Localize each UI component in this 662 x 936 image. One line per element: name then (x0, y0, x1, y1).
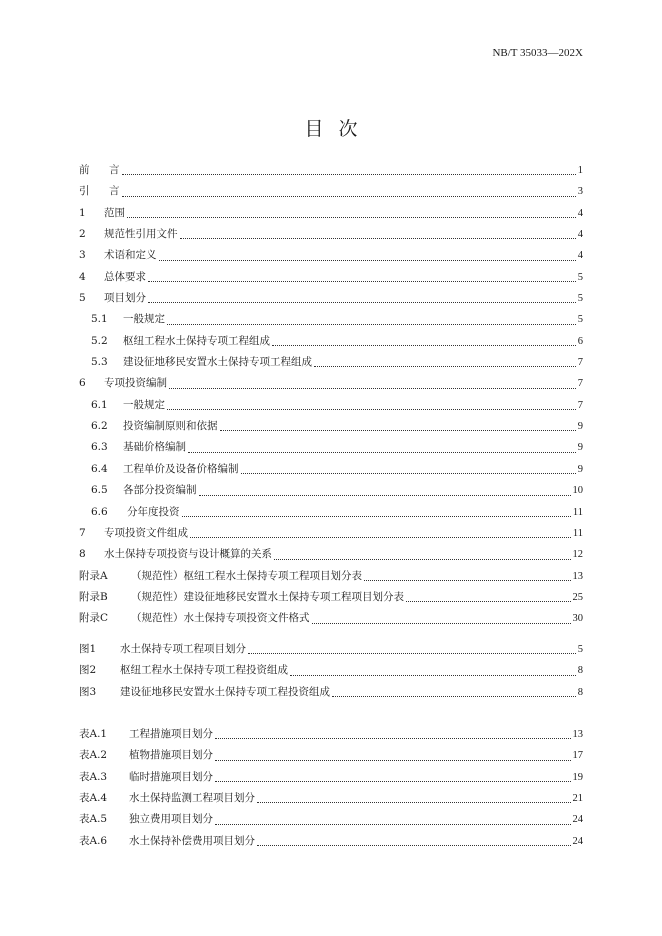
dot-leader (188, 451, 576, 453)
toc-entry[interactable] (79, 566, 583, 587)
entry-number: 前 (79, 164, 90, 176)
toc-entry[interactable] (79, 245, 583, 266)
dot-leader (332, 695, 576, 697)
dot-leader (215, 780, 571, 782)
entry-number: 附录B (79, 590, 108, 603)
dot-leader (257, 801, 571, 803)
toc-sections (79, 160, 583, 630)
entry-page-number: 30 (572, 613, 583, 625)
entry-title: 水土保持监测工程项目划分 (129, 792, 255, 805)
entry-page-number: 8 (577, 665, 583, 677)
entry-number: 5.2 (91, 334, 108, 347)
entry-page-number: 8 (577, 686, 583, 698)
entry-page-number: 7 (577, 378, 583, 390)
entry-number: 5.3 (91, 356, 108, 369)
table-entry[interactable] (79, 724, 583, 745)
entry-title: （规范性）枢纽工程水土保持专项工程项目划分表 (131, 569, 362, 582)
entry-number: 6.5 (91, 484, 108, 497)
entry-page-number: 4 (577, 229, 583, 241)
entry-number: 图2 (79, 664, 97, 677)
entry-number: 表A.1 (79, 728, 108, 740)
toc-entry[interactable] (79, 203, 583, 224)
dot-leader (122, 195, 576, 197)
dot-leader (169, 387, 576, 389)
dot-leader (167, 408, 576, 410)
entry-number: 6.3 (91, 441, 108, 454)
toc-entry[interactable] (79, 608, 583, 629)
entry-page-number: 6 (577, 335, 583, 347)
toc-entry[interactable] (79, 459, 583, 480)
entry-number: 表A.6 (79, 834, 108, 847)
entry-title: 水土保持专项投资与设计概算的关系 (104, 548, 272, 561)
entry-number: 表A.5 (79, 813, 108, 826)
entry-number: 8 (79, 548, 86, 561)
entry-number: 6.4 (91, 462, 108, 475)
entry-page-number: 21 (572, 793, 583, 805)
entry-title: 水土保持补偿费用项目划分 (129, 834, 255, 847)
entry-title: 基础价格编制 (123, 441, 186, 454)
entry-page-number: 11 (572, 506, 583, 518)
toc-entry[interactable] (79, 544, 583, 565)
dot-leader (312, 622, 571, 624)
dot-leader (180, 237, 576, 239)
entry-page-number: 12 (572, 549, 583, 561)
dot-leader (364, 579, 571, 581)
entry-title: （规范性）建设征地移民安置水土保持专项工程项目划分表 (131, 590, 404, 603)
dot-leader (314, 365, 576, 367)
table-entry[interactable] (79, 831, 583, 852)
dot-leader (148, 301, 576, 303)
entry-page-number: 1 (577, 165, 583, 176)
entry-number: 2 (79, 228, 86, 241)
entry-page-number: 3 (577, 186, 583, 198)
dot-leader (241, 472, 576, 474)
dot-leader (148, 280, 576, 282)
dot-leader (159, 259, 576, 261)
toc-entry[interactable] (79, 437, 583, 458)
entry-number: 6.6 (91, 505, 108, 518)
entry-title: 临时措施项目划分 (129, 770, 213, 783)
entry-page-number: 17 (572, 750, 583, 762)
toc-entry[interactable] (79, 352, 583, 373)
entry-page-number: 4 (577, 250, 583, 262)
entry-title: 专项投资编制 (104, 377, 167, 390)
entry-page-number: 24 (572, 814, 583, 826)
entry-page-number: 5 (577, 293, 583, 305)
entry-number: 表A.4 (79, 792, 108, 805)
dot-leader (215, 759, 571, 761)
entry-number: 附录A (79, 569, 108, 582)
entry-page-number: 5 (577, 314, 583, 326)
entry-number: 6 (79, 377, 86, 390)
entry-number: 引 (79, 185, 90, 198)
table-entry[interactable] (79, 745, 583, 766)
entry-page-number: 4 (577, 207, 583, 219)
entry-title: 一般规定 (123, 313, 165, 326)
page-title: 目次 (304, 118, 373, 140)
entry-page-number: 24 (572, 835, 583, 847)
entry-title: 项目划分 (104, 292, 146, 305)
toc-entry[interactable] (79, 224, 583, 245)
figure-entry[interactable] (79, 639, 583, 660)
table-entry[interactable] (79, 788, 583, 809)
entry-number: 4 (79, 270, 86, 283)
toc-entry[interactable] (79, 160, 583, 181)
dot-leader (290, 674, 576, 676)
entry-title: 范围 (104, 206, 125, 219)
entry-page-number: 11 (572, 527, 583, 539)
dot-leader (257, 844, 571, 846)
toc-entry[interactable] (79, 267, 583, 288)
entry-number: 1 (79, 206, 86, 219)
entry-title: 言 (109, 164, 120, 176)
entry-number: 3 (79, 249, 86, 262)
entry-number: 表A.2 (79, 749, 108, 762)
figure-entry[interactable] (79, 660, 583, 681)
entry-title: 工程措施项目划分 (129, 728, 213, 740)
entry-title: 植物措施项目划分 (129, 749, 213, 762)
toc-entry[interactable] (79, 331, 583, 352)
entry-number: 5 (79, 292, 86, 305)
entry-page-number: 7 (577, 357, 583, 369)
toc-entry[interactable] (79, 373, 583, 394)
dot-leader (199, 494, 571, 496)
entry-title: 建设征地移民安置水土保持专项工程组成 (123, 356, 312, 369)
entry-number: 5.1 (91, 313, 108, 326)
entry-title: 枢纽工程水土保持专项工程投资组成 (120, 664, 288, 677)
entry-page-number: 9 (577, 442, 583, 454)
dot-leader (406, 600, 571, 602)
entry-title: 术语和定义 (104, 249, 157, 262)
toc-entry[interactable] (79, 502, 583, 523)
entry-title: 工程单价及设备价格编制 (123, 462, 239, 475)
dot-leader (220, 429, 576, 431)
entry-title: 各部分投资编制 (123, 484, 197, 497)
toc-entry[interactable] (79, 181, 583, 202)
entry-title: 总体要求 (104, 270, 146, 283)
toc-entry[interactable] (79, 416, 583, 437)
entry-title: 专项投资文件组成 (104, 526, 188, 539)
table-entry[interactable] (79, 767, 583, 788)
entry-page-number: 9 (577, 463, 583, 475)
dot-leader (248, 652, 576, 654)
entry-number: 图1 (79, 643, 97, 655)
dot-leader (215, 737, 571, 739)
entry-page-number: 9 (577, 421, 583, 433)
entry-page-number: 25 (572, 591, 583, 603)
entry-number: 表A.3 (79, 770, 108, 783)
toc-entry[interactable] (79, 587, 583, 608)
toc-entry[interactable] (79, 309, 583, 330)
entry-page-number: 13 (572, 570, 583, 582)
entry-title: 规范性引用文件 (104, 228, 178, 241)
entry-title: 枢纽工程水土保持专项工程组成 (123, 334, 270, 347)
entry-page-number: 5 (577, 644, 583, 655)
dot-leader (127, 216, 576, 218)
toc-entry[interactable] (79, 288, 583, 309)
entry-page-number: 19 (572, 771, 583, 783)
entry-page-number: 5 (577, 271, 583, 283)
dot-leader (182, 515, 571, 517)
toc-entry[interactable] (79, 395, 583, 416)
entry-title: 分年度投资 (127, 505, 180, 518)
table-entry[interactable] (79, 809, 583, 830)
toc-entry[interactable] (79, 523, 583, 544)
entry-page-number: 10 (572, 485, 583, 497)
entry-number: 6.1 (91, 398, 108, 411)
entry-title: 言 (109, 185, 120, 198)
document-code: NB/T 35033—202X (492, 47, 583, 59)
entry-title: 建设征地移民安置水土保持专项工程投资组成 (120, 685, 330, 698)
figure-entry[interactable] (79, 682, 583, 703)
entry-number: 6.2 (91, 420, 108, 433)
entry-title: 水土保持专项工程项目划分 (120, 643, 246, 655)
entry-page-number: 13 (572, 729, 583, 740)
dot-leader (215, 823, 571, 825)
entry-page-number: 7 (577, 399, 583, 411)
toc-tables (79, 724, 583, 852)
toc-figures (79, 639, 583, 703)
dot-leader (167, 323, 576, 325)
entry-title: 一般规定 (123, 398, 165, 411)
dot-leader (272, 344, 576, 346)
entry-title: 独立费用项目划分 (129, 813, 213, 826)
dot-leader (274, 558, 571, 560)
entry-title: （规范性）水土保持专项投资文件格式 (131, 612, 310, 625)
dot-leader (122, 173, 576, 175)
toc-entry[interactable] (79, 480, 583, 501)
dot-leader (190, 536, 571, 538)
entry-number: 7 (79, 526, 86, 539)
entry-title: 投资编制原则和依据 (123, 420, 218, 433)
entry-number: 附录C (79, 612, 109, 625)
entry-number: 图3 (79, 685, 97, 698)
